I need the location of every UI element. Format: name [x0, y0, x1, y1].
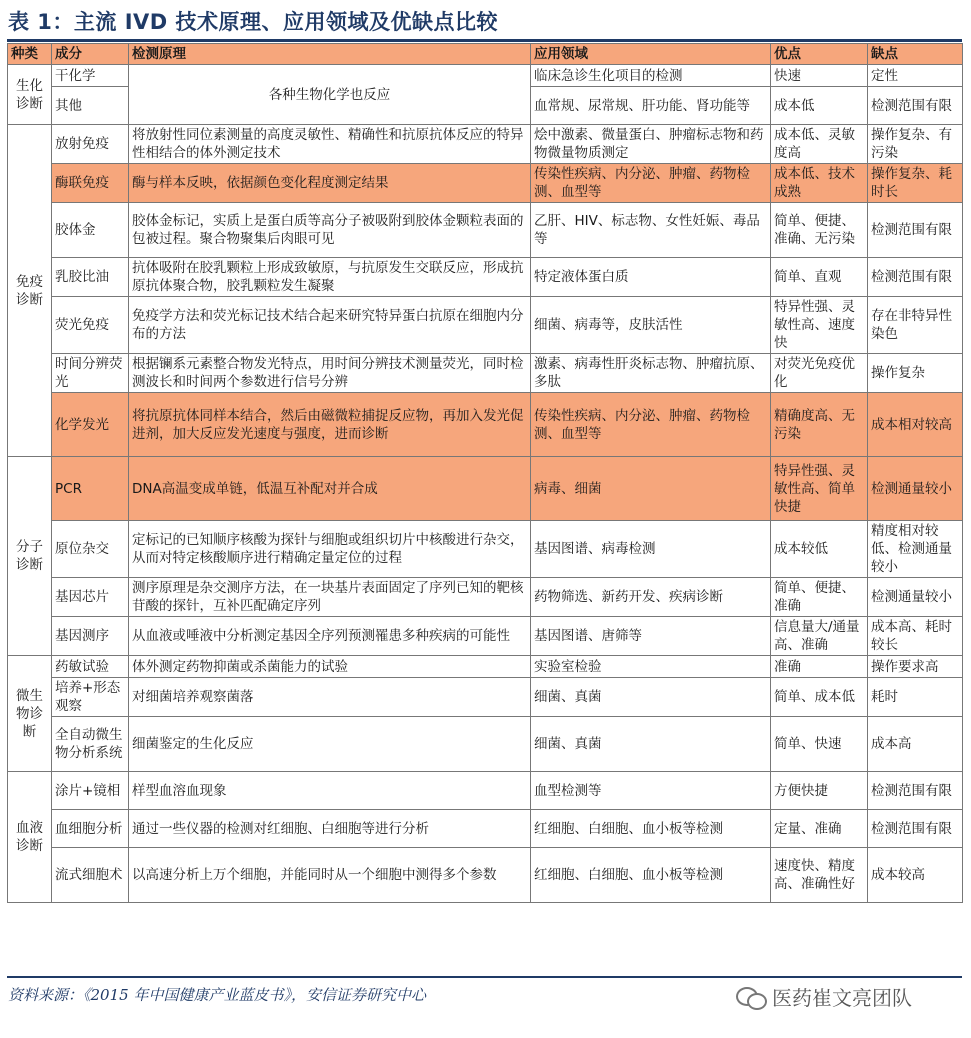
application-cell: 病毒、细菌	[531, 457, 771, 521]
cons-cell: 检测范围有限	[868, 203, 963, 258]
category-cell: 生化诊断	[8, 65, 52, 125]
pros-cell: 成本低、技术成熟	[771, 164, 868, 203]
cons-cell: 检测范围有限	[868, 772, 963, 810]
header-component: 成分	[52, 44, 129, 65]
application-cell: 红细胞、白细胞、血小板等检测	[531, 810, 771, 848]
component-cell: 荧光免疫	[52, 297, 129, 354]
pros-cell: 简单、快速	[771, 717, 868, 772]
category-cell: 分子诊断	[8, 457, 52, 656]
principle-cell: 细菌鉴定的生化反应	[129, 717, 531, 772]
application-cell: 细菌、真菌	[531, 678, 771, 717]
component-cell: 涂片+镜相	[52, 772, 129, 810]
watermark	[736, 982, 912, 1011]
cons-cell: 检测范围有限	[868, 810, 963, 848]
header-pros: 优点	[771, 44, 868, 65]
principle-cell: 对细菌培养观察菌落	[129, 678, 531, 717]
table-row	[8, 521, 963, 578]
application-cell: 血常规、尿常规、肝功能、肾功能等	[531, 87, 771, 125]
cons-cell: 操作复杂、有污染	[868, 125, 963, 164]
header-application: 应用领域	[531, 44, 771, 65]
header-principle: 检测原理	[129, 44, 531, 65]
component-cell: 培养+形态观察	[52, 678, 129, 717]
table-row	[8, 678, 963, 717]
component-cell: 流式细胞术	[52, 848, 129, 903]
pros-cell: 简单、成本低	[771, 678, 868, 717]
table-row	[8, 164, 963, 203]
application-cell: 红细胞、白细胞、血小板等检测	[531, 848, 771, 903]
pros-cell: 简单、便捷、准确、无污染	[771, 203, 868, 258]
pros-cell: 精确度高、无污染	[771, 393, 868, 457]
principle-cell: 各种生物化学也反应	[129, 65, 531, 125]
principle-cell: 酶与样本反映，依据颜色变化程度测定结果	[129, 164, 531, 203]
application-cell: 激素、病毒性肝炎标志物、肿瘤抗原、多肽	[531, 354, 771, 393]
top-rule	[7, 39, 962, 42]
principle-cell: 将放射性同位素测量的高度灵敏性、精确性和抗原抗体反应的特异性相结合的体外测定技术	[129, 125, 531, 164]
pros-cell: 方便快捷	[771, 772, 868, 810]
principle-cell: DNA高温变成单链，低温互补配对并合成	[129, 457, 531, 521]
cons-cell: 成本相对较高	[868, 393, 963, 457]
principle-cell: 胶体金标记，实质上是蛋白质等高分子被吸附到胶体金颗粒表面的包被过程。聚合物聚集后肉眼可见	[129, 203, 531, 258]
pros-cell: 成本较低	[771, 521, 868, 578]
category-cell: 免疫诊断	[8, 125, 52, 457]
pros-cell: 定量、准确	[771, 810, 868, 848]
header-cons: 缺点	[868, 44, 963, 65]
cons-cell: 操作复杂	[868, 354, 963, 393]
table-row	[8, 457, 963, 521]
wechat-icon	[736, 985, 766, 1009]
header-category: 种类	[8, 44, 52, 65]
application-cell: 乙肝、HIV、标志物、女性妊娠、毒品等	[531, 203, 771, 258]
table-row	[8, 848, 963, 903]
table-row	[8, 203, 963, 258]
application-cell: 临床急诊生化项目的检测	[531, 65, 771, 87]
cons-cell: 检测范围有限	[868, 87, 963, 125]
table-row	[8, 65, 963, 87]
table-header-row	[8, 44, 963, 65]
bottom-rule	[7, 976, 962, 978]
table-title: 表 1：主流 IVD 技术原理、应用领域及优缺点比较	[8, 10, 499, 34]
component-cell: 血细胞分析	[52, 810, 129, 848]
table-row	[8, 578, 963, 617]
pros-cell: 速度快、精度高、准确性好	[771, 848, 868, 903]
principle-cell: 样型血溶血现象	[129, 772, 531, 810]
principle-cell: 从血液或唾液中分析测定基因全序列预测罹患多种疾病的可能性	[129, 617, 531, 656]
component-cell: 基因测序	[52, 617, 129, 656]
category-cell: 血液诊断	[8, 772, 52, 903]
application-cell: 血型检测等	[531, 772, 771, 810]
ivd-comparison-table	[7, 43, 963, 903]
table-row	[8, 772, 963, 810]
component-cell: 时间分辨荧光	[52, 354, 129, 393]
pros-cell: 成本低、灵敏度高	[771, 125, 868, 164]
principle-cell: 测序原理是杂交测序方法，在一块基片表面固定了序列已知的靶核苷酸的探针，互补匹配确定序列	[129, 578, 531, 617]
cons-cell: 检测通量较小	[868, 457, 963, 521]
application-cell: 烩中激素、微量蛋白、肿瘤标志物和药物微量物质测定	[531, 125, 771, 164]
cons-cell: 耗时	[868, 678, 963, 717]
table-row	[8, 656, 963, 678]
cons-cell: 定性	[868, 65, 963, 87]
pros-cell: 准确	[771, 656, 868, 678]
cons-cell: 检测通量较小	[868, 578, 963, 617]
cons-cell: 成本高	[868, 717, 963, 772]
pros-cell: 对荧光免疫优化	[771, 354, 868, 393]
pros-cell: 特异性强、灵敏性高、简单快捷	[771, 457, 868, 521]
principle-cell: 免疫学方法和荧光标记技术结合起来研究特异蛋白抗原在细胞内分布的方法	[129, 297, 531, 354]
principle-cell: 体外测定药物抑菌或杀菌能力的试验	[129, 656, 531, 678]
table-row	[8, 354, 963, 393]
component-cell: 原位杂交	[52, 521, 129, 578]
pros-cell: 信息量大/通量高、准确	[771, 617, 868, 656]
application-cell: 细菌、病毒等，皮肤活性	[531, 297, 771, 354]
table-row	[8, 717, 963, 772]
cons-cell: 操作复杂、耗时长	[868, 164, 963, 203]
table-body	[8, 65, 963, 903]
application-cell: 特定液体蛋白质	[531, 258, 771, 297]
component-cell: 乳胶比油	[52, 258, 129, 297]
pros-cell: 简单、便捷、准确	[771, 578, 868, 617]
pros-cell: 成本低	[771, 87, 868, 125]
table-row	[8, 393, 963, 457]
source-note: 资料来源：《2015 年中国健康产业蓝皮书》，安信证券研究中心	[8, 986, 426, 1004]
table-row	[8, 258, 963, 297]
component-cell: 全自动微生物分析系统	[52, 717, 129, 772]
component-cell: 药敏试验	[52, 656, 129, 678]
principle-cell: 定标记的已知顺序核酸为探针与细胞或组织切片中核酸进行杂交，从而对特定核酸顺序进行精确定量定位的过程	[129, 521, 531, 578]
principle-cell: 抗体吸附在胶乳颗粒上形成致敏原，与抗原发生交联反应，形成抗原抗体聚合物，胶乳颗粒发生凝聚	[129, 258, 531, 297]
pros-cell: 快速	[771, 65, 868, 87]
principle-cell: 根据镧系元素整合物发光特点，用时间分辨技术测量荧光，同时检测波长和时间两个参数进行信号分辨	[129, 354, 531, 393]
application-cell: 药物筛选、新药开发、疾病诊断	[531, 578, 771, 617]
application-cell: 细菌、真菌	[531, 717, 771, 772]
component-cell: 基因芯片	[52, 578, 129, 617]
table-row	[8, 297, 963, 354]
component-cell: 胶体金	[52, 203, 129, 258]
application-cell: 实验室检验	[531, 656, 771, 678]
cons-cell: 成本高、耗时较长	[868, 617, 963, 656]
cons-cell: 检测范围有限	[868, 258, 963, 297]
table-row	[8, 617, 963, 656]
cons-cell: 精度相对较低、检测通量较小	[868, 521, 963, 578]
cons-cell: 操作要求高	[868, 656, 963, 678]
application-cell: 传染性疾病、内分泌、肿瘤、药物检测、血型等	[531, 164, 771, 203]
table-row	[8, 810, 963, 848]
principle-cell: 以高速分析上万个细胞，并能同时从一个细胞中测得多个参数	[129, 848, 531, 903]
application-cell: 传染性疾病、内分泌、肿瘤、药物检测、血型等	[531, 393, 771, 457]
component-cell: 酶联免疫	[52, 164, 129, 203]
cons-cell: 成本较高	[868, 848, 963, 903]
principle-cell: 通过一些仪器的检测对红细胞、白细胞等进行分析	[129, 810, 531, 848]
comparison-table-wrap	[7, 43, 962, 903]
component-cell: 放射免疫	[52, 125, 129, 164]
watermark-text: 医药崔文亮团队	[772, 986, 912, 1010]
component-cell: 化学发光	[52, 393, 129, 457]
pros-cell: 特异性强、灵敏性高、速度快	[771, 297, 868, 354]
cons-cell: 存在非特异性染色	[868, 297, 963, 354]
component-cell: PCR	[52, 457, 129, 521]
component-cell: 其他	[52, 87, 129, 125]
table-row	[8, 125, 963, 164]
pros-cell: 简单、直观	[771, 258, 868, 297]
application-cell: 基因图谱、病毒检测	[531, 521, 771, 578]
component-cell: 干化学	[52, 65, 129, 87]
application-cell: 基因图谱、唐筛等	[531, 617, 771, 656]
principle-cell: 将抗原抗体同样本结合，然后由磁微粒捕捉反应物，再加入发光促进剂，加大反应发光速度与强度，进而诊断	[129, 393, 531, 457]
category-cell: 微生物诊断	[8, 656, 52, 772]
